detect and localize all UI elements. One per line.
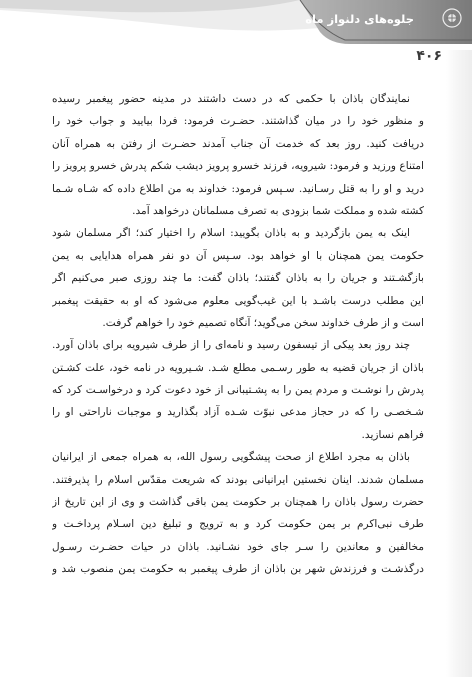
text-line: امتناع ورزید و فرمود: شیرویه، فرزند خسرو پرویز دیشب شکم پدرش خسرو پرویز را [52, 160, 424, 173]
text-line: درید و او را به قتل رسـانید. سـپس فرمود: خداوند به من اطلاع داده که شـاه شـما [52, 182, 424, 195]
text-line: دریافت کنید. روز بعد که خدمت آن جناب آمدند حضـرت از رفتن به همراه آنان [52, 137, 424, 150]
paragraph [52, 446, 424, 580]
text-line: بازگشـتند و جریان را به باذان گفتند؛ باذان گفت: ما چند روزی صبر می‌کنیم اگر [52, 272, 424, 285]
page-edge-shading [446, 50, 472, 677]
text-line: فراهم نسازید. [361, 428, 424, 441]
text-line: چند روز بعد پیکی از تیسفون رسید و نامه‌ای را از طرف شیرویه برای باذان آورد. [52, 339, 410, 352]
page-number: ۴۰۶ [416, 48, 442, 64]
text-line: باذان از جریان قضیه به طور رسـمی مطلع شـد. شـیرویه در نامه خود، علت کشـتن [52, 361, 424, 374]
text-line: شـخصـی را که در حجاز مدعی نبوّت شـده آزاد بگذارید و موجبات ناراحتی او را [52, 406, 424, 419]
text-line: درگذشـت و فرزندش شهر بن باذان از طرف پیغمبر به حکومت یمن منصوب شد و [52, 563, 424, 576]
text-line: حکومت یمن همچنان با او خواهد بود. سـپس آن دو نفر همراه هدایایی به یمن [52, 249, 424, 262]
text-line: نمایندگان باذان با حکمی که در دست داشتند در مدینه حضور پیغمبر رسیده [52, 93, 410, 105]
paragraph [52, 222, 424, 334]
text-line: باذان به مجرد اطلاع از صحت پیشگویی رسول الله، به همراه جمعی از ایرانیان [52, 451, 410, 464]
text-line: است و از طرف خداوند سخن می‌گوید؛ آنگاه تصمیم خود را خواهم گرفت. [102, 316, 424, 329]
book-title: جلوه‌های دلنواز ماه [305, 12, 414, 26]
text-line: کشته شده و مملکت شما بزودی به تصرف مسلمانان درخواهد آمد. [132, 204, 424, 217]
text-line: پدرش را نوشـت و مردم یمن را به پشـتیبانی از خود دعوت کرد و درخواسـت کرد که [52, 384, 424, 397]
header-band [0, 0, 472, 50]
paragraph [52, 88, 424, 222]
body-text [52, 88, 424, 581]
text-line: این مطلب درست باشـد با این غیب‌گویی معلوم می‌شود که او به حقیقت پیغمبر [52, 294, 424, 307]
text-line: حضرت رسول باذان را همچنان بر حکومت یمن باقی گذاشت و وی از این تاریخ از [52, 496, 424, 509]
text-line: طرف نبی‌اکرم بر یمن حکومت کرد و به ترویج و تبلیغ دین اسـلام پرداخـت و [52, 518, 424, 531]
text-line: اینک به یمن بازگردید و به باذان بگویید: اسلام را اختیار کند؛ اگر مسلمان شود [52, 227, 410, 240]
text-line: مخالفین و معاندین را سـر جای خود نشـانید. باذان در حیات حضـرت رسـول [52, 540, 424, 553]
text-line: و منظور خود را در میان گذاشتند. حضـرت فرمود: فردا بیایید و جواب خود را [52, 115, 424, 128]
text-line: مسلمان شدند. اینان نخستین ایرانیانی بودند که شریعت مقدّس اسلام را پذیرفتند. [52, 473, 424, 486]
paragraph [52, 334, 424, 446]
